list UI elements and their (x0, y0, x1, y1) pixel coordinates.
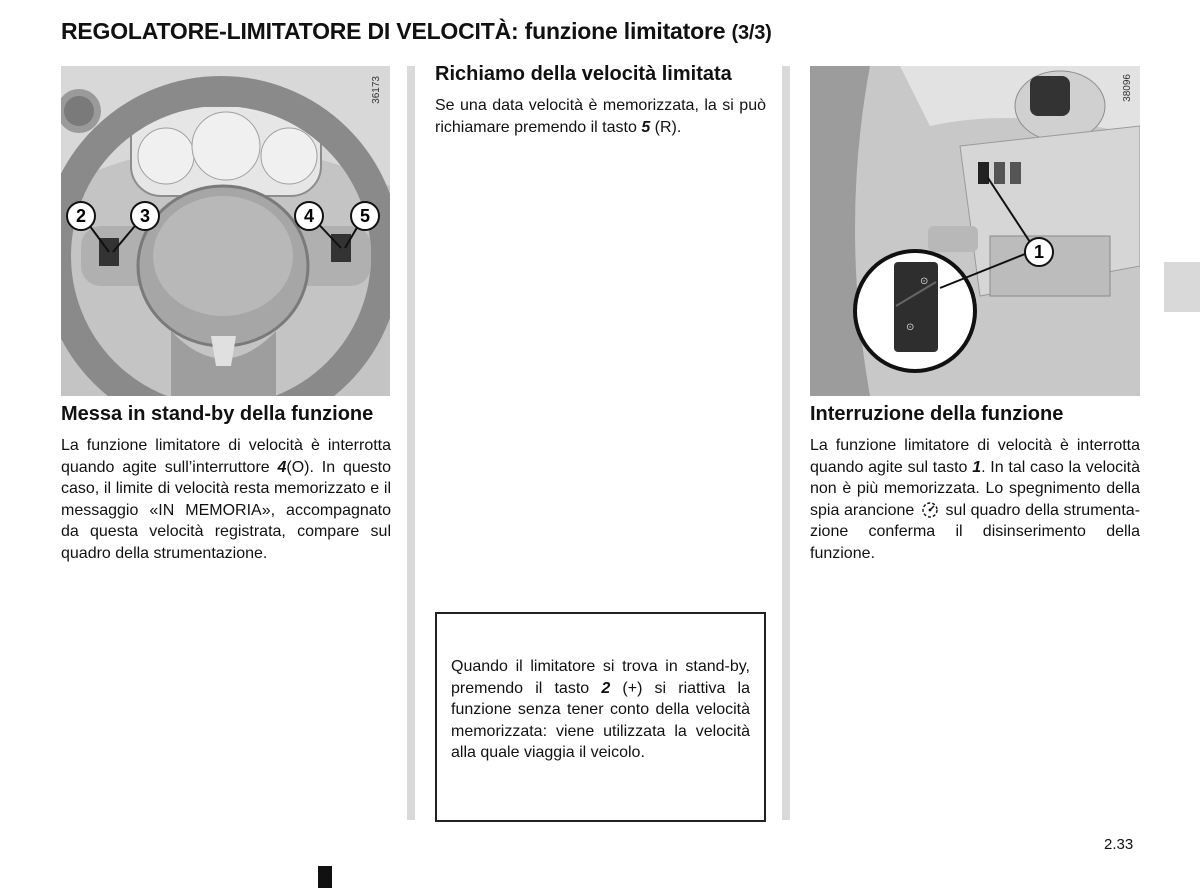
svg-text:3: 3 (139, 206, 151, 226)
key-reference: 5 (641, 118, 651, 136)
section-standby (61, 402, 391, 565)
figure-code: 36173 (371, 76, 382, 104)
svg-text:⊙: ⊙ (920, 276, 929, 287)
callout-3 (129, 200, 161, 232)
page-title (61, 18, 772, 45)
page-title-text: REGOLATORE-LIMITATORE DI VELOCITÀ: funzione limitatore (61, 18, 726, 44)
section-recall (435, 62, 766, 138)
dashboard-switch-illustration (810, 66, 1140, 396)
key-reference: 4 (277, 458, 287, 476)
speed-limiter-icon (919, 500, 941, 518)
section-paragraph: Se una data velocità è memorizzata, la si può richiamare premendo il tasto 5 (R). (435, 97, 766, 136)
section-paragraph: La funzione limitatore di velocità è interrotta quando agite sull’interruttore 4(O). In questo caso, il limite di velocità resta memorizzato e il messaggio «IN MEMORIA», accompagnato da questa velocità registrata, compare sul quadro della strumentazione. (61, 437, 391, 562)
key-reference: 1 (972, 458, 982, 476)
note-paragraph: Quando il limitatore si trova in stand-by, premendo il tasto 2 (+) si riattiva la funzione senza tener conto della velocità memorizzata: viene utilizzata la velocità alla quale viaggia il veicolo. (451, 658, 750, 762)
callout-5 (349, 200, 381, 232)
section-interrupt (810, 402, 1140, 565)
callout-1 (1023, 236, 1055, 268)
section-heading: Richiamo della velocità limitata (435, 63, 732, 85)
svg-text:1: 1 (1033, 242, 1045, 262)
steering-wheel-illustration (61, 66, 390, 396)
section-heading: Messa in stand-by della funzione (61, 403, 374, 425)
column-separator-left (407, 66, 415, 820)
dashboard-switch-figure (810, 66, 1140, 396)
page-part: (3/3) (731, 22, 772, 44)
print-mark (318, 866, 332, 888)
chapter-tab (1164, 262, 1200, 312)
callout-2 (65, 200, 97, 232)
svg-text:⊙: ⊙ (906, 322, 915, 333)
note-box (435, 612, 766, 822)
column-separator-right (782, 66, 790, 820)
svg-text:2: 2 (75, 206, 87, 226)
section-heading: Interruzione della funzione (810, 403, 1064, 425)
steering-wheel-figure (61, 66, 390, 396)
svg-text:4: 4 (303, 206, 315, 226)
key-reference: 2 (601, 679, 611, 697)
figure-code: 38096 (1122, 74, 1133, 102)
section-paragraph: La funzione limitatore di velocità è interrotta quando agite sul tasto 1. In tal caso la velocità non è più memorizzata. Lo spegnimento della spia arancione sul quadro della strumentazione conferma il disinserimento della funzione. (810, 437, 1141, 562)
svg-text:5: 5 (359, 206, 371, 226)
callout-4 (293, 200, 325, 232)
page-number: 2.33 (1104, 836, 1134, 853)
